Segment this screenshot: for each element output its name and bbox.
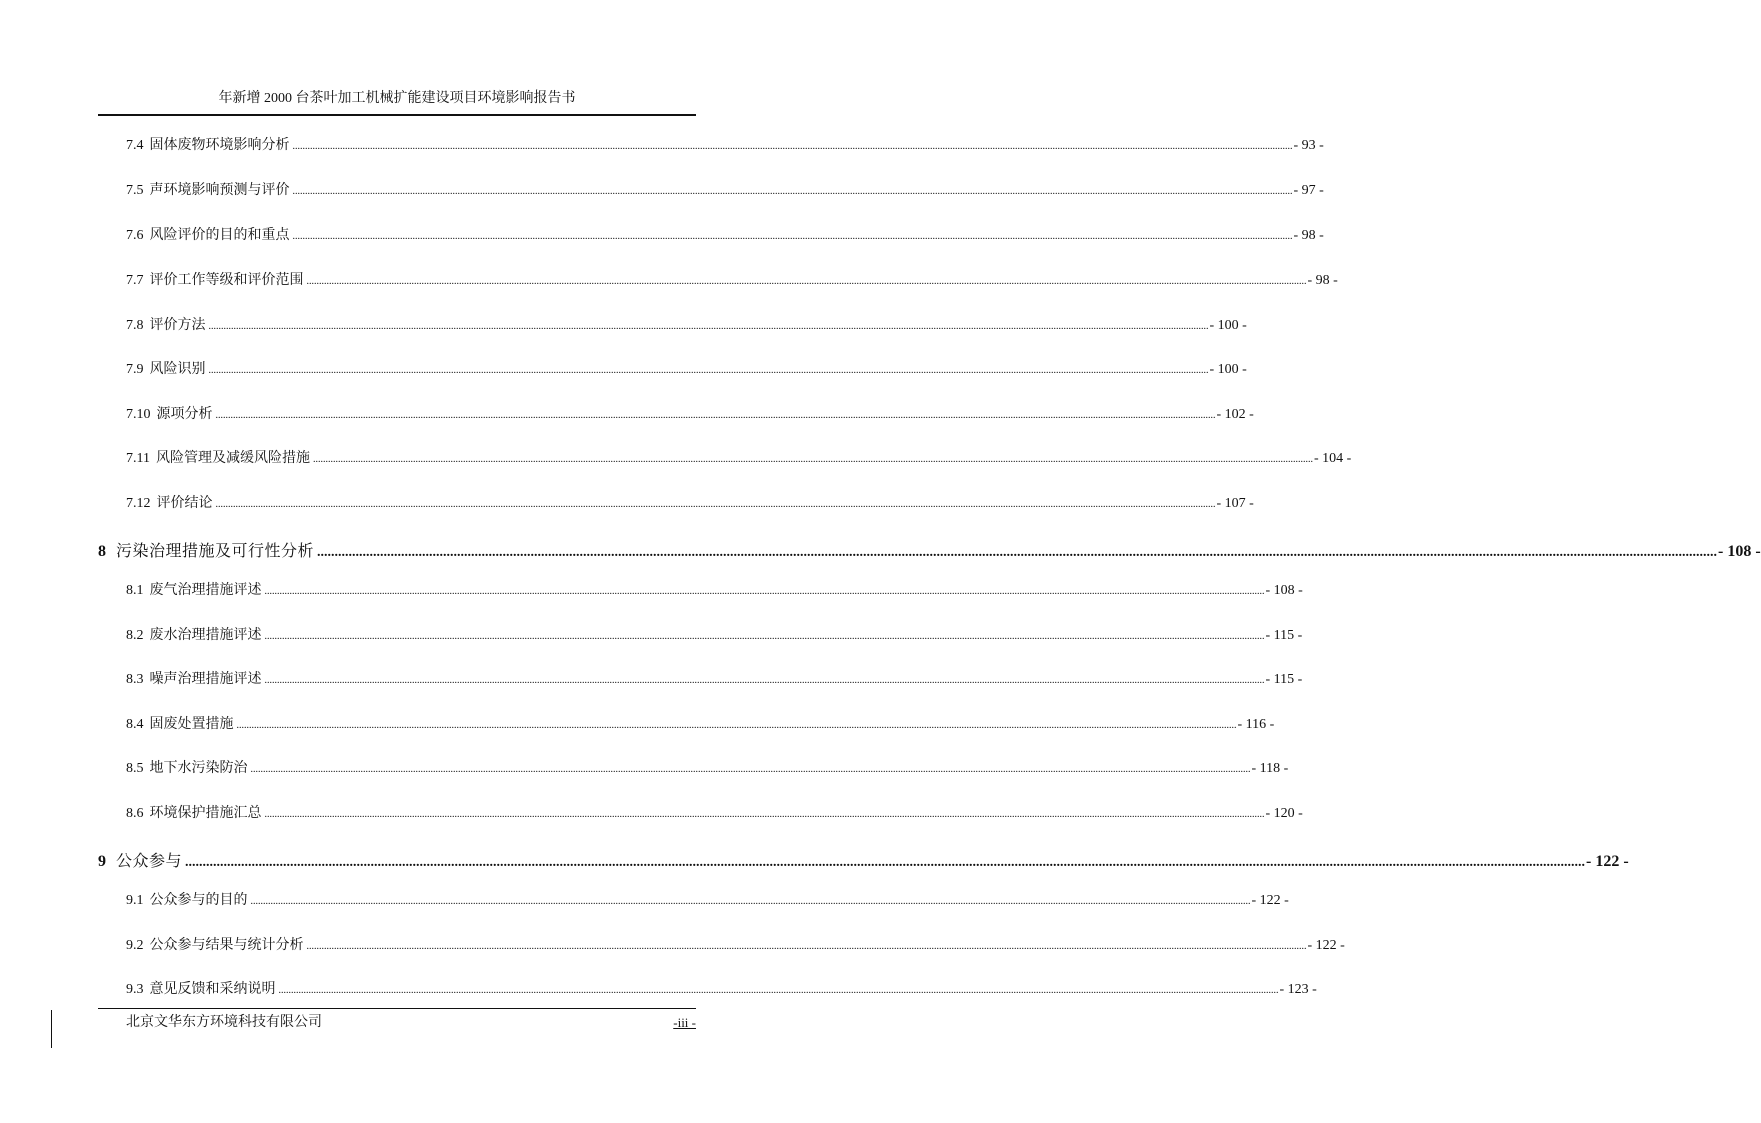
toc-section-entry[interactable] bbox=[126, 449, 1352, 470]
toc-entry-number: 9 bbox=[98, 853, 106, 870]
toc-entry-number: 8.2 bbox=[126, 628, 144, 643]
toc-entry-page: - 98 - bbox=[1293, 228, 1324, 243]
toc-entry-page: - 108 - bbox=[1265, 583, 1303, 598]
toc-entry-number: 8.3 bbox=[126, 672, 144, 687]
toc-entry-number: 7.5 bbox=[126, 183, 144, 198]
toc-entry-number: 7.12 bbox=[126, 496, 151, 511]
toc-section-entry[interactable] bbox=[126, 405, 1254, 426]
toc-entry-number: 8.6 bbox=[126, 806, 144, 821]
toc-entry-number: 7.11 bbox=[126, 451, 150, 466]
toc-dot-leader: ................................................................................................................................................................................................................................................................................................................................................................................................................ bbox=[264, 586, 1265, 597]
toc-dot-leader: ................................................................................................................................................................................................................................................................................................................................................................................................................ bbox=[306, 276, 1307, 287]
toc-entry-title: 公众参与 bbox=[116, 853, 183, 870]
toc-section-entry[interactable] bbox=[126, 626, 1303, 647]
toc-entry-page: - 116 - bbox=[1237, 717, 1275, 732]
toc-section-entry[interactable] bbox=[126, 581, 1303, 602]
toc-entry-number: 7.8 bbox=[126, 318, 144, 333]
toc-dot-leader: ................................................................................................................................................................................................................................................................................................................................................................................................................ bbox=[317, 545, 1718, 560]
toc-section-entry[interactable] bbox=[126, 136, 1324, 157]
toc-section-entry[interactable] bbox=[126, 360, 1247, 381]
toc-entry-title: 评价方法 bbox=[149, 318, 206, 333]
toc-dot-leader: ................................................................................................................................................................................................................................................................................................................................................................................................................ bbox=[215, 410, 1216, 421]
footer-rule bbox=[98, 1008, 696, 1009]
toc-dot-leader: ................................................................................................................................................................................................................................................................................................................................................................................................................ bbox=[312, 454, 1313, 465]
toc-entry-number: 9.2 bbox=[126, 938, 144, 953]
toc-dot-leader: ................................................................................................................................................................................................................................................................................................................................................................................................................ bbox=[250, 896, 1251, 907]
toc-entry-number: 7.7 bbox=[126, 273, 144, 288]
toc-entry-page: - 122 - bbox=[1307, 938, 1345, 953]
toc-entry-page: - 98 - bbox=[1307, 273, 1338, 288]
toc-section-entry[interactable] bbox=[126, 759, 1289, 780]
toc-dot-leader: ................................................................................................................................................................................................................................................................................................................................................................................................................ bbox=[250, 764, 1251, 775]
toc-section-entry[interactable] bbox=[126, 226, 1324, 247]
toc-section-entry[interactable] bbox=[126, 936, 1345, 957]
toc-dot-leader: ................................................................................................................................................................................................................................................................................................................................................................................................................ bbox=[264, 631, 1265, 642]
toc-entry-page: - 122 - bbox=[1251, 893, 1289, 908]
toc-dot-leader: ................................................................................................................................................................................................................................................................................................................................................................................................................ bbox=[292, 186, 1293, 197]
toc-entry-title: 固废处置措施 bbox=[149, 717, 234, 732]
toc-dot-leader: ................................................................................................................................................................................................................................................................................................................................................................................................................ bbox=[278, 985, 1279, 996]
toc-entry-title: 公众参与的目的 bbox=[149, 893, 248, 908]
toc-section-entry[interactable] bbox=[126, 670, 1303, 691]
toc-entry-number: 7.10 bbox=[126, 407, 151, 422]
toc-entry-title: 公众参与结果与统计分析 bbox=[149, 938, 304, 953]
toc-dot-leader: ................................................................................................................................................................................................................................................................................................................................................................................................................ bbox=[306, 941, 1307, 952]
toc-entry-title: 风险评价的目的和重点 bbox=[149, 228, 290, 243]
toc-dot-leader: ................................................................................................................................................................................................................................................................................................................................................................................................................ bbox=[292, 141, 1293, 152]
toc-entry-number: 9.3 bbox=[126, 982, 144, 997]
toc-entry-page: - 115 - bbox=[1265, 672, 1303, 687]
running-header-title: 年新增 2000 台茶叶加工机械扩能建设项目环境影响报告书 bbox=[218, 91, 576, 106]
toc-entry-number: 8.5 bbox=[126, 761, 144, 776]
margin-bar bbox=[51, 1010, 52, 1048]
toc-entry-number: 8 bbox=[98, 543, 106, 560]
toc-section-entry[interactable] bbox=[126, 181, 1324, 202]
toc-entry-title: 源项分析 bbox=[156, 407, 213, 422]
toc-entry-number: 7.4 bbox=[126, 138, 144, 153]
toc-entry-title: 评价工作等级和评价范围 bbox=[149, 273, 304, 288]
toc-chapter-entry[interactable] bbox=[98, 851, 1629, 874]
toc-entry-page: - 122 - bbox=[1586, 853, 1629, 870]
toc-section-entry[interactable] bbox=[126, 494, 1254, 515]
toc-entry-title: 风险识别 bbox=[149, 362, 206, 377]
toc-entry-title: 声环境影响预测与评价 bbox=[149, 183, 290, 198]
toc-entry-number: 7.9 bbox=[126, 362, 144, 377]
toc-entry-page: - 115 - bbox=[1265, 628, 1303, 643]
toc-entry-title: 环境保护措施汇总 bbox=[149, 806, 262, 821]
toc-section-entry[interactable] bbox=[126, 715, 1275, 736]
footer-company-name: 北京文华东方环境科技有限公司 bbox=[126, 1015, 322, 1030]
toc-entry-page: - 120 - bbox=[1265, 806, 1303, 821]
toc-entry-page: - 123 - bbox=[1279, 982, 1317, 997]
toc-dot-leader: ................................................................................................................................................................................................................................................................................................................................................................................................................ bbox=[185, 855, 1586, 870]
toc-chapter-entry[interactable] bbox=[98, 541, 1761, 564]
toc-entry-number: 7.6 bbox=[126, 228, 144, 243]
toc-section-entry[interactable] bbox=[126, 804, 1303, 825]
toc-entry-title: 废水治理措施评述 bbox=[149, 628, 262, 643]
toc-entry-page: - 100 - bbox=[1209, 362, 1247, 377]
toc-entry-title: 固体废物环境影响分析 bbox=[149, 138, 290, 153]
toc-entry-number: 8.4 bbox=[126, 717, 144, 732]
toc-section-entry[interactable] bbox=[126, 316, 1247, 337]
toc-entry-page: - 108 - bbox=[1718, 543, 1761, 560]
toc-entry-number: 9.1 bbox=[126, 893, 144, 908]
toc-section-entry[interactable] bbox=[126, 271, 1338, 292]
toc-entry-title: 评价结论 bbox=[156, 496, 213, 511]
toc-entry-title: 风险管理及减缓风险措施 bbox=[155, 451, 310, 466]
toc-dot-leader: ................................................................................................................................................................................................................................................................................................................................................................................................................ bbox=[264, 809, 1265, 820]
toc-entry-title: 噪声治理措施评述 bbox=[149, 672, 262, 687]
toc-dot-leader: ................................................................................................................................................................................................................................................................................................................................................................................................................ bbox=[264, 675, 1265, 686]
toc-entry-title: 地下水污染防治 bbox=[149, 761, 248, 776]
toc-entry-page: - 104 - bbox=[1313, 451, 1352, 466]
toc-entry-title: 意见反馈和采纳说明 bbox=[149, 982, 276, 997]
toc-dot-leader: ................................................................................................................................................................................................................................................................................................................................................................................................................ bbox=[208, 365, 1209, 376]
toc-entry-page: - 97 - bbox=[1293, 183, 1324, 198]
toc-entry-page: - 93 - bbox=[1293, 138, 1324, 153]
toc-section-entry[interactable] bbox=[126, 891, 1289, 912]
toc-section-entry[interactable] bbox=[126, 980, 1317, 1001]
toc-entry-page: - 107 - bbox=[1216, 496, 1254, 511]
toc-dot-leader: ................................................................................................................................................................................................................................................................................................................................................................................................................ bbox=[292, 231, 1293, 242]
toc-dot-leader: ................................................................................................................................................................................................................................................................................................................................................................................................................ bbox=[215, 499, 1216, 510]
toc-entry-title: 污染治理措施及可行性分析 bbox=[116, 543, 315, 560]
footer-page-number: -iii - bbox=[673, 1015, 696, 1030]
toc-entry-page: - 100 - bbox=[1209, 318, 1247, 333]
toc-entry-title: 废气治理措施评述 bbox=[149, 583, 262, 598]
toc-entry-page: - 102 - bbox=[1216, 407, 1254, 422]
toc-dot-leader: ................................................................................................................................................................................................................................................................................................................................................................................................................ bbox=[208, 321, 1209, 332]
toc-dot-leader: ................................................................................................................................................................................................................................................................................................................................................................................................................ bbox=[236, 720, 1237, 731]
toc-entry-number: 8.1 bbox=[126, 583, 144, 598]
toc-entry-page: - 118 - bbox=[1251, 761, 1289, 776]
